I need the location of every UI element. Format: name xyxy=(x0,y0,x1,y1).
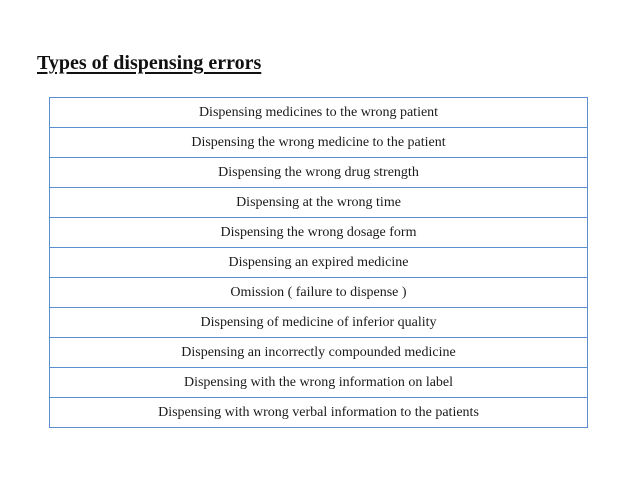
table-cell-error: Dispensing an incorrectly compounded medicine xyxy=(50,338,588,368)
table-cell-error: Dispensing with the wrong information on label xyxy=(50,368,588,398)
table-cell-error: Dispensing an expired medicine xyxy=(50,248,588,278)
table-row xyxy=(50,218,588,248)
dispensing-errors-table xyxy=(49,97,588,428)
table-row xyxy=(50,158,588,188)
table-cell-error: Dispensing of medicine of inferior quality xyxy=(50,308,588,338)
table-row xyxy=(50,248,588,278)
table-row xyxy=(50,338,588,368)
table-row xyxy=(50,128,588,158)
table-cell-error: Dispensing at the wrong time xyxy=(50,188,588,218)
table-cell-error: Dispensing the wrong drug strength xyxy=(50,158,588,188)
table-row xyxy=(50,368,588,398)
table-cell-error: Omission ( failure to dispense ) xyxy=(50,278,588,308)
table-row xyxy=(50,98,588,128)
table-row xyxy=(50,308,588,338)
table-row xyxy=(50,278,588,308)
table-cell-error: Dispensing medicines to the wrong patient xyxy=(50,98,588,128)
table-cell-error: Dispensing the wrong medicine to the patient xyxy=(50,128,588,158)
table-cell-error: Dispensing with wrong verbal information to the patients xyxy=(50,398,588,428)
table-row xyxy=(50,188,588,218)
table-cell-error: Dispensing the wrong dosage form xyxy=(50,218,588,248)
table-row xyxy=(50,398,588,428)
page-title: Types of dispensing errors xyxy=(37,52,262,74)
